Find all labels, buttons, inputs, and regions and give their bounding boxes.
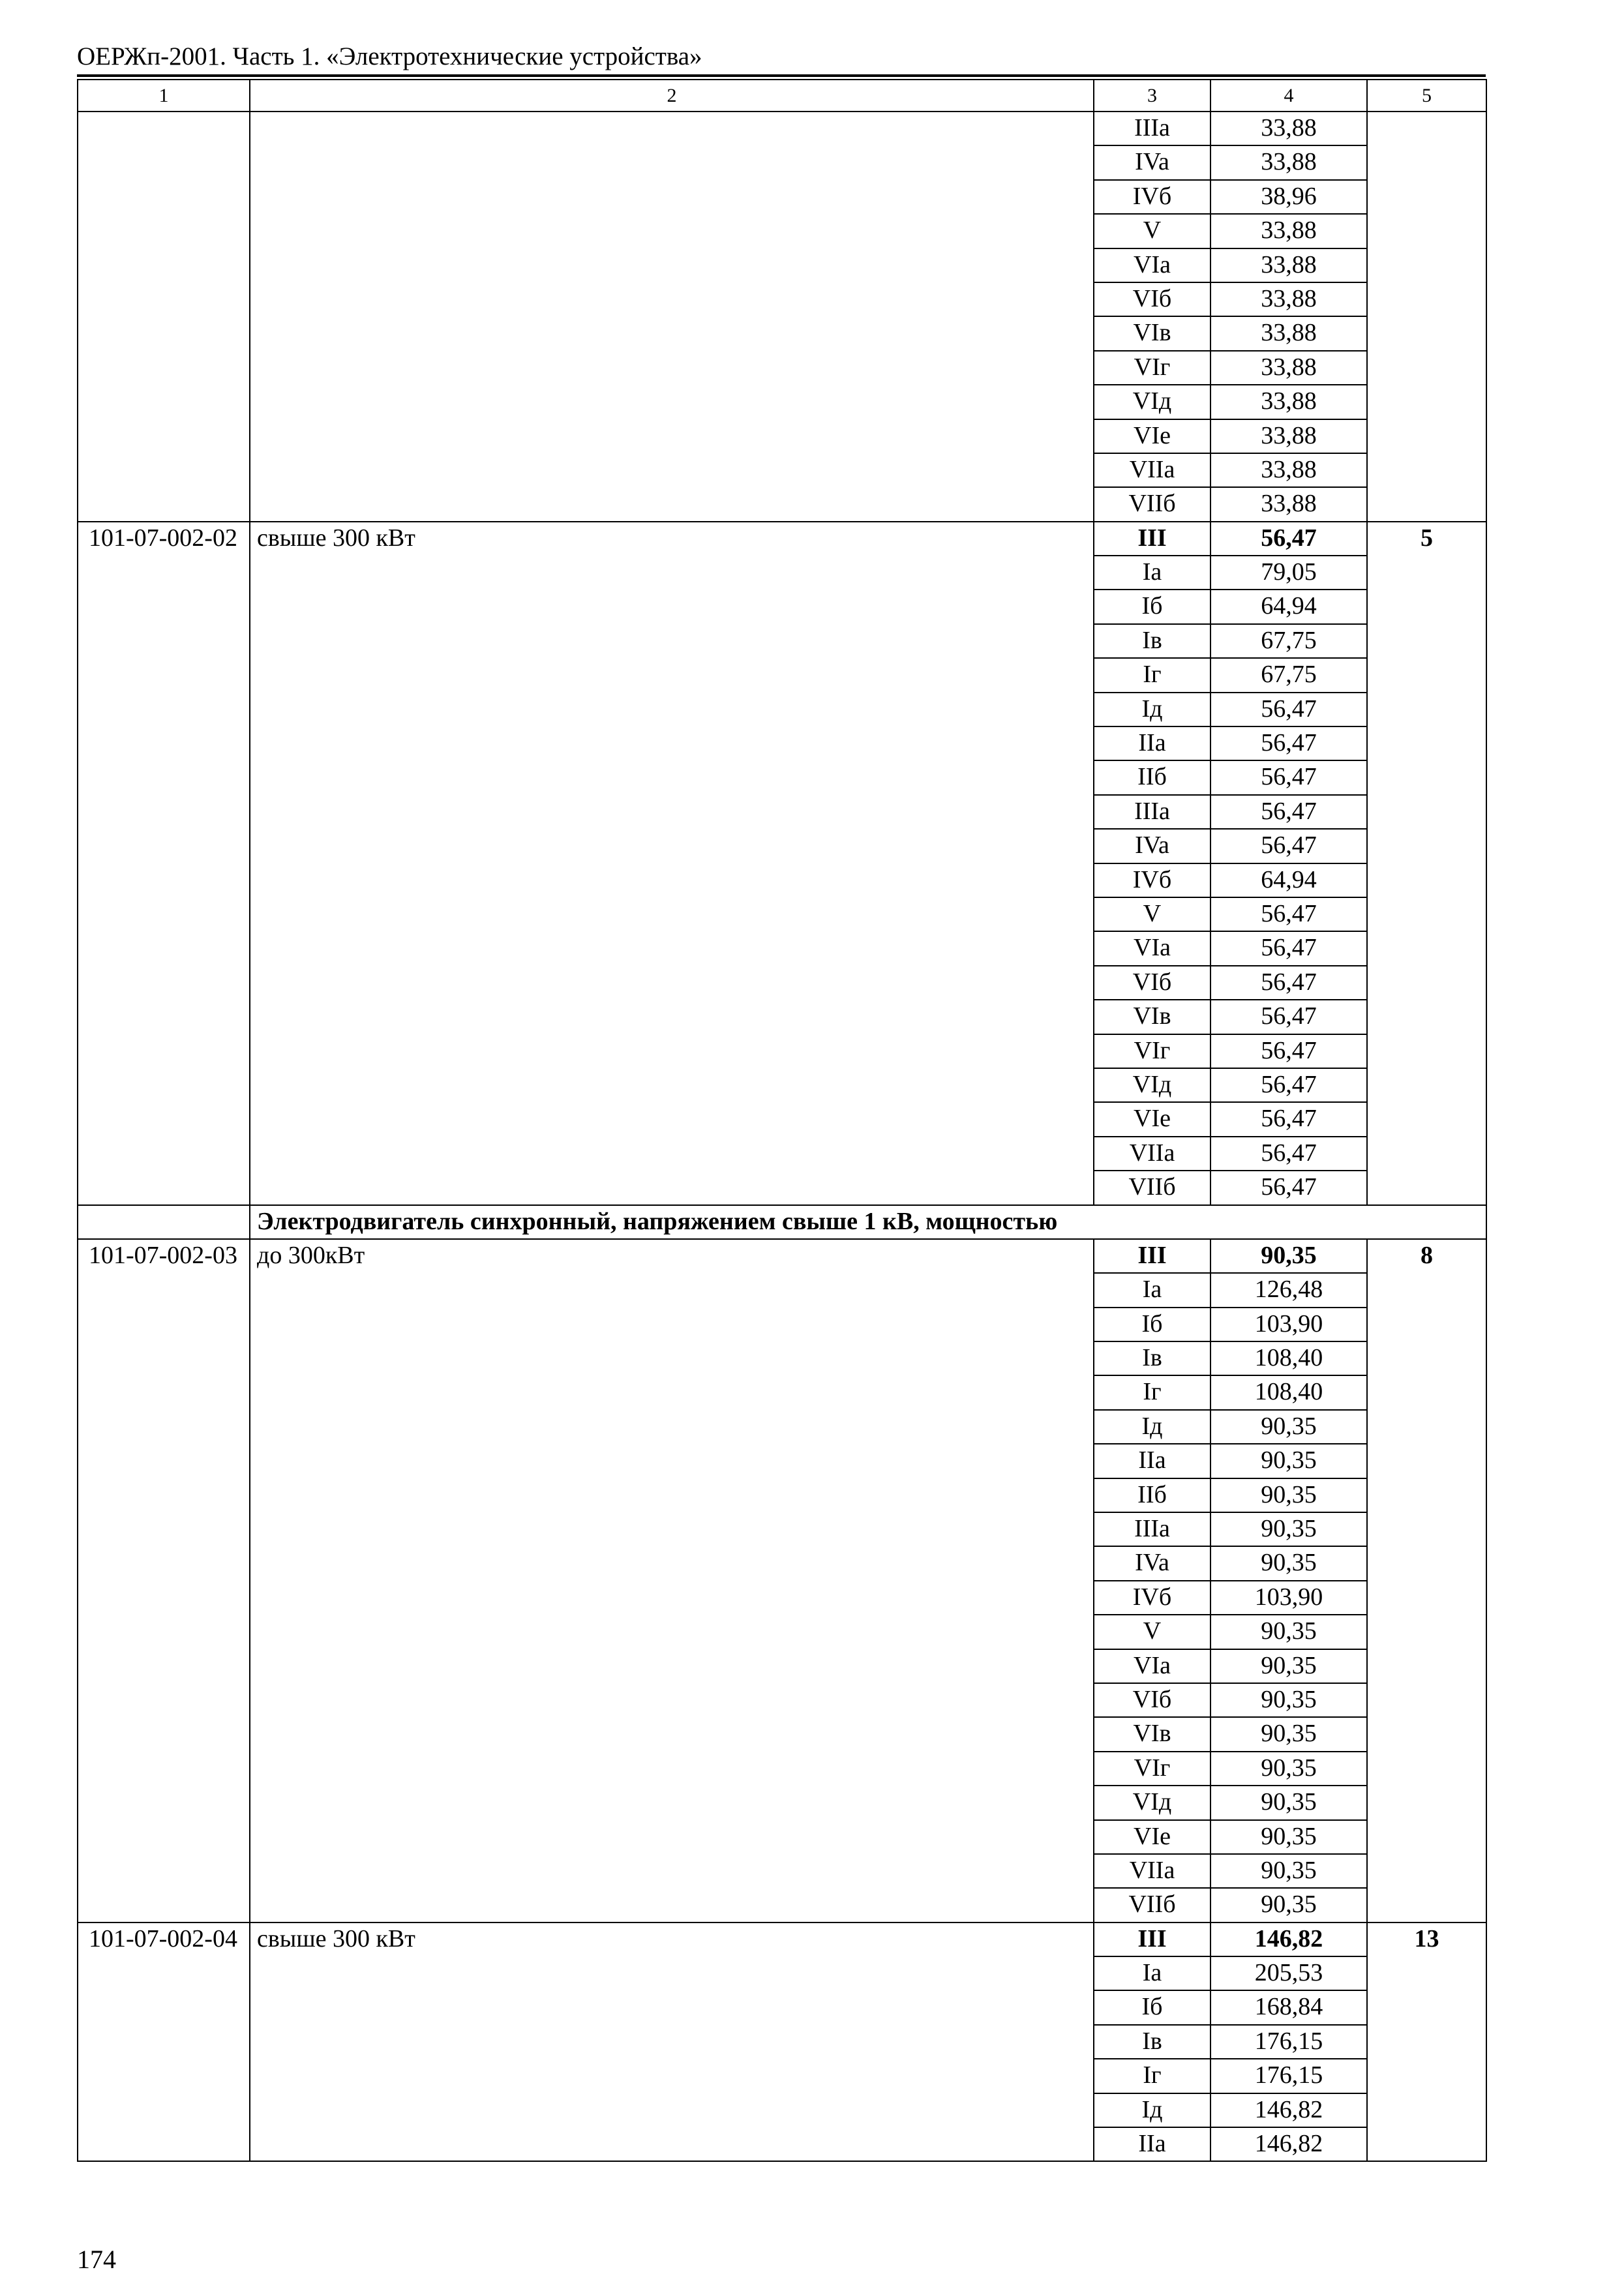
value-cell: 33,88 <box>1210 316 1367 350</box>
col5-cell: 8 <box>1367 1239 1486 1922</box>
value-cell: 56,47 <box>1210 1171 1367 1204</box>
value-cell: 56,47 <box>1210 1068 1367 1102</box>
value-cell: 90,35 <box>1210 1512 1367 1546</box>
zone-cell: VIд <box>1094 1068 1210 1102</box>
value-cell: 64,94 <box>1210 590 1367 623</box>
value-cell: 64,94 <box>1210 863 1367 897</box>
zone-cell: VIб <box>1094 966 1210 1000</box>
zone-cell: Iв <box>1094 1341 1210 1375</box>
zone-cell: VIe <box>1094 419 1210 453</box>
value-cell: 33,88 <box>1210 419 1367 453</box>
column-number-row <box>78 80 1486 112</box>
description-cell: свыше 300 кВт <box>250 1922 1094 2162</box>
zone-cell: IIб <box>1094 760 1210 794</box>
value-cell: 108,40 <box>1210 1341 1367 1375</box>
col5-cell: 5 <box>1367 522 1486 1205</box>
zone-cell: VIIб <box>1094 1888 1210 1922</box>
value-cell: 56,47 <box>1210 726 1367 760</box>
zone-cell: VIIa <box>1094 1854 1210 1888</box>
zone-cell: VIIб <box>1094 1171 1210 1204</box>
value-cell: 33,88 <box>1210 248 1367 282</box>
table-row <box>78 522 1486 556</box>
zone-cell: IIIa <box>1094 112 1210 145</box>
value-cell: 56,47 <box>1210 1102 1367 1136</box>
zone-cell: VIв <box>1094 1717 1210 1751</box>
value-cell: 108,40 <box>1210 1375 1367 1409</box>
table-row <box>78 1239 1486 1273</box>
value-cell: 90,35 <box>1210 1717 1367 1751</box>
value-cell: 90,35 <box>1210 1786 1367 1819</box>
value-cell: 103,90 <box>1210 1308 1367 1341</box>
value-cell: 56,47 <box>1210 966 1367 1000</box>
value-cell: 90,35 <box>1210 1888 1367 1922</box>
zone-cell: Iг <box>1094 658 1210 692</box>
value-cell: 146,82 <box>1210 2127 1367 2161</box>
table-row <box>78 112 1486 145</box>
value-cell: 33,88 <box>1210 112 1367 145</box>
zone-cell: IVa <box>1094 1546 1210 1580</box>
base-value-cell: 90,35 <box>1210 1239 1367 1273</box>
value-cell: 67,75 <box>1210 624 1367 658</box>
zone-cell: VIг <box>1094 1752 1210 1786</box>
value-cell: 90,35 <box>1210 1683 1367 1717</box>
code-cell: 101-07-002-04 <box>78 1922 250 2162</box>
zone-cell: VIд <box>1094 1786 1210 1819</box>
description-cell: свыше 300 кВт <box>250 522 1094 1205</box>
column-number: 4 <box>1210 80 1367 112</box>
value-cell: 56,47 <box>1210 795 1367 829</box>
zone-cell: Iв <box>1094 2025 1210 2059</box>
value-cell: 205,53 <box>1210 1956 1367 1990</box>
zone-cell: Ia <box>1094 556 1210 590</box>
description-cell: до 300кВт <box>250 1239 1094 1922</box>
zone-cell: VIe <box>1094 1102 1210 1136</box>
description-cell <box>250 112 1094 522</box>
group-heading: Электродвигатель синхронный, напряжением свыше 1 кВ, мощностью <box>250 1205 1486 1239</box>
zone-cell: Iг <box>1094 1375 1210 1409</box>
value-cell: 56,47 <box>1210 760 1367 794</box>
zone-cell: VIв <box>1094 316 1210 350</box>
value-cell: 126,48 <box>1210 1273 1367 1307</box>
value-cell: 56,47 <box>1210 897 1367 931</box>
value-cell: 90,35 <box>1210 1752 1367 1786</box>
zone-cell: Ia <box>1094 1956 1210 1990</box>
base-zone-cell: III <box>1094 522 1210 556</box>
value-cell: 33,88 <box>1210 351 1367 385</box>
value-cell: 33,88 <box>1210 214 1367 248</box>
value-cell: 90,35 <box>1210 1410 1367 1444</box>
value-cell: 90,35 <box>1210 1649 1367 1683</box>
zone-cell: Iб <box>1094 1308 1210 1341</box>
group-heading-code-cell <box>78 1205 250 1239</box>
zone-cell: V <box>1094 1615 1210 1649</box>
column-number: 2 <box>250 80 1094 112</box>
column-number: 3 <box>1094 80 1210 112</box>
zone-cell: V <box>1094 897 1210 931</box>
base-zone-cell: III <box>1094 1922 1210 1956</box>
value-cell: 33,88 <box>1210 453 1367 487</box>
zone-cell: IVб <box>1094 1581 1210 1615</box>
value-cell: 56,47 <box>1210 931 1367 965</box>
zone-cell: IIIa <box>1094 795 1210 829</box>
value-cell: 90,35 <box>1210 1546 1367 1580</box>
code-cell: 101-07-002-02 <box>78 522 250 1205</box>
zone-cell: IVa <box>1094 829 1210 863</box>
value-cell: 38,96 <box>1210 180 1367 214</box>
zone-cell: V <box>1094 214 1210 248</box>
zone-cell: VIв <box>1094 1000 1210 1034</box>
zone-cell: VIг <box>1094 351 1210 385</box>
value-cell: 33,88 <box>1210 487 1367 521</box>
zone-cell: VIIa <box>1094 453 1210 487</box>
col5-cell: 13 <box>1367 1922 1486 2162</box>
base-value-cell: 56,47 <box>1210 522 1367 556</box>
zone-cell: IVб <box>1094 863 1210 897</box>
value-cell: 56,47 <box>1210 1137 1367 1171</box>
base-value-cell: 146,82 <box>1210 1922 1367 1956</box>
group-heading-row <box>78 1205 1486 1239</box>
code-cell <box>78 112 250 522</box>
value-cell: 67,75 <box>1210 658 1367 692</box>
zone-cell: VIe <box>1094 1820 1210 1854</box>
zone-cell: Iд <box>1094 1410 1210 1444</box>
zone-cell: Ia <box>1094 1273 1210 1307</box>
zone-cell: VIд <box>1094 385 1210 419</box>
value-cell: 90,35 <box>1210 1615 1367 1649</box>
value-cell: 103,90 <box>1210 1581 1367 1615</box>
value-cell: 56,47 <box>1210 693 1367 726</box>
zone-cell: VIa <box>1094 931 1210 965</box>
zone-cell: IIб <box>1094 1478 1210 1512</box>
column-number: 5 <box>1367 80 1486 112</box>
base-zone-cell: III <box>1094 1239 1210 1273</box>
zone-cell: VIIa <box>1094 1137 1210 1171</box>
zone-cell: IVб <box>1094 180 1210 214</box>
zone-cell: Iд <box>1094 693 1210 726</box>
zone-cell: VIб <box>1094 1683 1210 1717</box>
zone-cell: IVa <box>1094 145 1210 179</box>
zone-cell: VIa <box>1094 1649 1210 1683</box>
zone-cell: Iб <box>1094 590 1210 623</box>
zone-cell: VIIб <box>1094 487 1210 521</box>
page-header: ОЕРЖп-2001. Часть 1. «Электротехнические устройства» <box>77 39 1486 77</box>
zone-cell: Iд <box>1094 2093 1210 2127</box>
zone-cell: VIб <box>1094 282 1210 316</box>
zone-cell: IIa <box>1094 726 1210 760</box>
zone-cell: Iг <box>1094 2059 1210 2093</box>
value-cell: 56,47 <box>1210 829 1367 863</box>
value-cell: 90,35 <box>1210 1820 1367 1854</box>
zone-cell: Iв <box>1094 624 1210 658</box>
value-cell: 176,15 <box>1210 2059 1367 2093</box>
value-cell: 168,84 <box>1210 1990 1367 2024</box>
col5-cell <box>1367 112 1486 522</box>
page-number: 174 <box>77 2245 116 2274</box>
value-cell: 146,82 <box>1210 2093 1367 2127</box>
value-cell: 90,35 <box>1210 1444 1367 1478</box>
value-cell: 176,15 <box>1210 2025 1367 2059</box>
value-cell: 56,47 <box>1210 1034 1367 1068</box>
column-number: 1 <box>78 80 250 112</box>
table-row <box>78 1922 1486 1956</box>
value-cell: 90,35 <box>1210 1854 1367 1888</box>
price-table <box>77 79 1487 2162</box>
value-cell: 33,88 <box>1210 385 1367 419</box>
zone-cell: IIa <box>1094 1444 1210 1478</box>
zone-cell: IIa <box>1094 2127 1210 2161</box>
value-cell: 79,05 <box>1210 556 1367 590</box>
value-cell: 33,88 <box>1210 145 1367 179</box>
value-cell: 90,35 <box>1210 1478 1367 1512</box>
zone-cell: IIIa <box>1094 1512 1210 1546</box>
code-cell: 101-07-002-03 <box>78 1239 250 1922</box>
value-cell: 56,47 <box>1210 1000 1367 1034</box>
value-cell: 33,88 <box>1210 282 1367 316</box>
zone-cell: VIa <box>1094 248 1210 282</box>
zone-cell: Iб <box>1094 1990 1210 2024</box>
zone-cell: VIг <box>1094 1034 1210 1068</box>
